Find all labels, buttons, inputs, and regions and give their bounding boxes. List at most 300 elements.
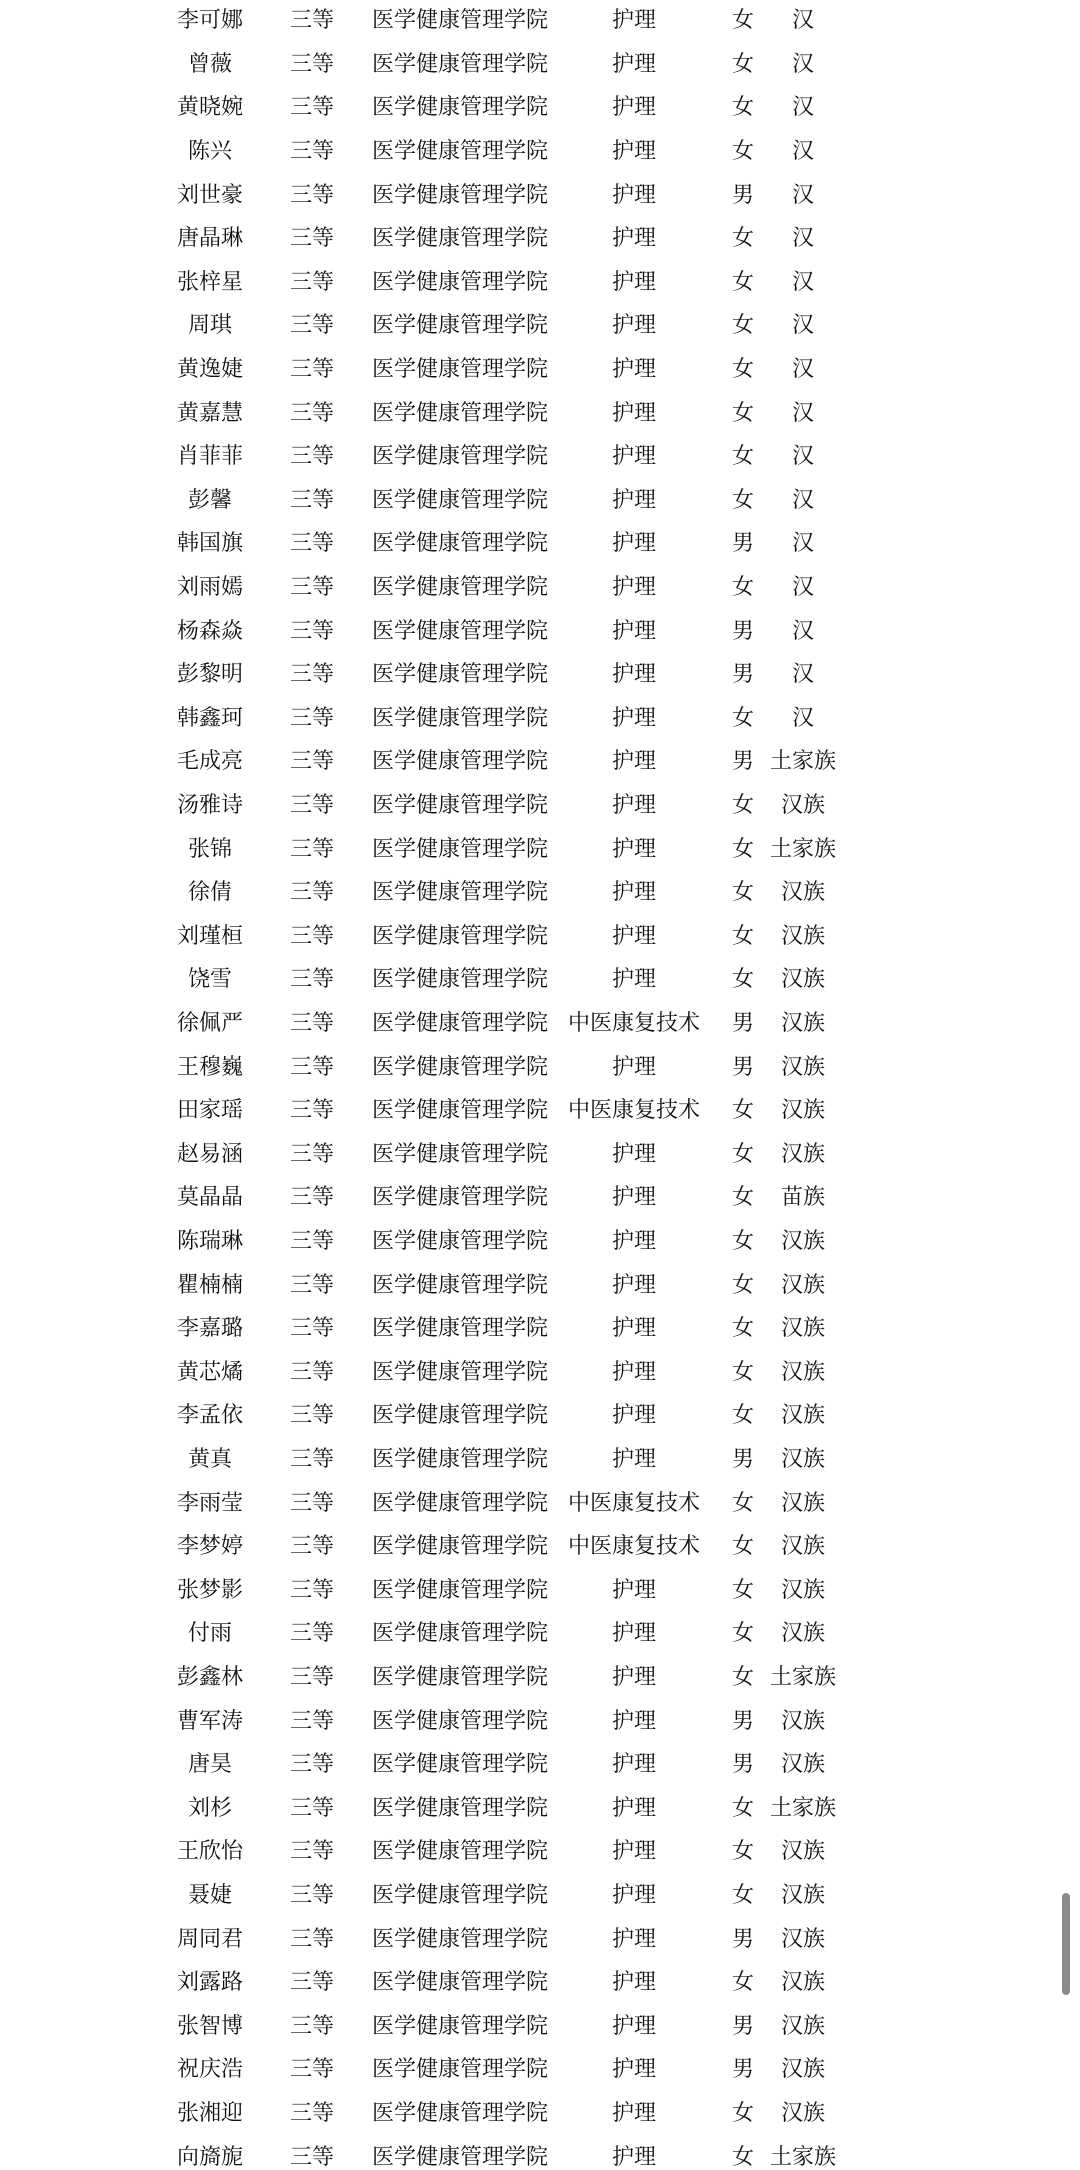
cell-college: 医学健康管理学院 — [371, 269, 549, 295]
cell-ethnicity: 汉族 — [780, 2101, 826, 2126]
table-row — [0, 261, 1080, 305]
cell-gender: 男 — [731, 1011, 755, 1036]
table-row — [0, 1743, 1080, 1787]
cell-name: 徐佩严 — [176, 1011, 244, 1036]
cell-college: 医学健康管理学院 — [371, 182, 549, 208]
cell-college: 医学健康管理学院 — [371, 662, 549, 688]
cell-major: 护理 — [611, 1316, 657, 1342]
cell-college: 医学健康管理学院 — [371, 1534, 549, 1560]
cell-ethnicity: 汉族 — [780, 923, 826, 949]
cell-gender: 女 — [731, 923, 755, 949]
table-row — [0, 1874, 1080, 1918]
cell-ethnicity: 土家族 — [769, 1795, 837, 1821]
cell-name: 赵易涵 — [176, 1141, 244, 1167]
cell-college: 医学健康管理学院 — [371, 880, 549, 906]
cell-major: 护理 — [611, 1403, 657, 1429]
table-row — [0, 958, 1080, 1002]
cell-major: 护理 — [611, 531, 657, 557]
cell-ethnicity: 汉族 — [780, 1359, 826, 1385]
cell-name: 张梓星 — [176, 269, 244, 295]
cell-college: 医学健康管理学院 — [371, 1272, 549, 1298]
cell-award-level: 三等 — [289, 967, 335, 993]
cell-ethnicity: 汉 — [791, 269, 815, 295]
cell-gender: 女 — [731, 51, 755, 77]
cell-college: 医学健康管理学院 — [371, 1665, 549, 1690]
table-row — [0, 740, 1080, 784]
cell-major: 中医康复技术 — [567, 1534, 701, 1560]
table-row — [0, 1438, 1080, 1482]
cell-ethnicity: 汉 — [791, 487, 815, 513]
cell-award-level: 三等 — [289, 269, 335, 295]
cell-name: 张湘迎 — [176, 2101, 244, 2126]
cell-award-level: 三等 — [289, 1098, 335, 1124]
cell-name: 彭馨 — [187, 487, 233, 513]
table-row — [0, 435, 1080, 479]
cell-gender: 女 — [731, 705, 755, 731]
table-row — [0, 2136, 1080, 2170]
cell-name: 周琪 — [187, 313, 233, 339]
cell-major: 中医康复技术 — [567, 1098, 701, 1124]
cell-award-level: 三等 — [289, 1141, 335, 1167]
cell-award-level: 三等 — [289, 2101, 335, 2126]
cell-name: 唐晶琳 — [176, 226, 244, 252]
cell-gender: 女 — [731, 8, 755, 34]
cell-name: 张锦 — [187, 836, 233, 862]
cell-name: 韩国旗 — [176, 531, 244, 557]
cell-name: 黄晓婉 — [176, 95, 244, 121]
cell-gender: 女 — [731, 269, 755, 295]
cell-name: 曾薇 — [187, 51, 233, 77]
cell-major: 护理 — [611, 618, 657, 644]
cell-gender: 男 — [731, 2057, 755, 2083]
cell-award-level: 三等 — [289, 1272, 335, 1298]
table-row — [0, 1525, 1080, 1569]
cell-name: 徐倩 — [187, 880, 233, 906]
cell-award-level: 三等 — [289, 1054, 335, 1080]
cell-gender: 男 — [731, 662, 755, 688]
cell-ethnicity: 土家族 — [769, 836, 837, 862]
cell-award-level: 三等 — [289, 313, 335, 339]
cell-gender: 女 — [731, 139, 755, 164]
cell-gender: 女 — [731, 1185, 755, 1211]
cell-college: 医学健康管理学院 — [371, 1185, 549, 1211]
cell-college: 医学健康管理学院 — [371, 1883, 549, 1908]
cell-award-level: 三等 — [289, 1185, 335, 1211]
cell-ethnicity: 汉 — [791, 51, 815, 77]
cell-ethnicity: 汉 — [791, 226, 815, 252]
cell-major: 护理 — [611, 51, 657, 77]
cell-award-level: 三等 — [289, 1403, 335, 1429]
cell-award-level: 三等 — [289, 1577, 335, 1603]
cell-name: 刘瑾桓 — [176, 923, 244, 949]
cell-name: 曹军涛 — [176, 1708, 244, 1734]
table-row — [0, 2048, 1080, 2092]
cell-gender: 女 — [731, 357, 755, 382]
table-row — [0, 1307, 1080, 1351]
cell-award-level: 三等 — [289, 1316, 335, 1342]
cell-college: 医学健康管理学院 — [371, 575, 549, 600]
cell-name: 唐昊 — [187, 1752, 233, 1778]
cell-major: 护理 — [611, 1708, 657, 1734]
cell-name: 饶雪 — [187, 967, 233, 993]
cell-award-level: 三等 — [289, 1883, 335, 1908]
cell-college: 医学健康管理学院 — [371, 1708, 549, 1734]
cell-major: 护理 — [611, 1359, 657, 1385]
cell-ethnicity: 汉 — [791, 182, 815, 208]
cell-gender: 女 — [731, 575, 755, 600]
cell-award-level: 三等 — [289, 1229, 335, 1254]
cell-gender: 男 — [731, 1447, 755, 1472]
cell-gender: 男 — [731, 531, 755, 557]
cell-gender: 女 — [731, 967, 755, 993]
table-row — [0, 43, 1080, 87]
table-row — [0, 0, 1080, 43]
cell-major: 护理 — [611, 1054, 657, 1080]
cell-major: 护理 — [611, 269, 657, 295]
cell-ethnicity: 汉 — [791, 400, 815, 426]
cell-name: 杨森焱 — [176, 618, 244, 644]
cell-ethnicity: 汉族 — [780, 1011, 826, 1036]
cell-college: 医学健康管理学院 — [371, 51, 549, 77]
cell-gender: 女 — [731, 1621, 755, 1647]
cell-name: 刘世豪 — [176, 182, 244, 208]
table-row — [0, 217, 1080, 261]
cell-name: 毛成亮 — [176, 749, 244, 775]
cell-major: 护理 — [611, 967, 657, 993]
cell-award-level: 三等 — [289, 1970, 335, 1996]
table-row — [0, 1176, 1080, 1220]
cell-ethnicity: 汉 — [791, 313, 815, 339]
cell-name: 瞿楠楠 — [176, 1272, 244, 1298]
cell-major: 护理 — [611, 705, 657, 731]
table-row — [0, 1220, 1080, 1264]
cell-award-level: 三等 — [289, 1839, 335, 1865]
cell-major: 护理 — [611, 1229, 657, 1254]
cell-ethnicity: 汉 — [791, 444, 815, 470]
cell-major: 护理 — [611, 923, 657, 949]
cell-name: 陈兴 — [187, 139, 233, 164]
cell-gender: 女 — [731, 1883, 755, 1908]
cell-award-level: 三等 — [289, 226, 335, 252]
cell-college: 医学健康管理学院 — [371, 836, 549, 862]
cell-major: 护理 — [611, 662, 657, 688]
cell-gender: 女 — [731, 1795, 755, 1821]
cell-name: 黄芯燏 — [176, 1359, 244, 1385]
cell-major: 护理 — [611, 749, 657, 775]
cell-major: 护理 — [611, 400, 657, 426]
cell-ethnicity: 汉 — [791, 531, 815, 557]
cell-college: 医学健康管理学院 — [371, 1490, 549, 1516]
table-row — [0, 828, 1080, 872]
cell-major: 护理 — [611, 139, 657, 164]
cell-ethnicity: 汉 — [791, 662, 815, 688]
cell-college: 医学健康管理学院 — [371, 2013, 549, 2039]
cell-name: 肖菲菲 — [176, 444, 244, 470]
cell-college: 医学健康管理学院 — [371, 1316, 549, 1342]
table-row — [0, 2092, 1080, 2136]
table-row — [0, 1046, 1080, 1090]
cell-college: 医学健康管理学院 — [371, 1839, 549, 1865]
cell-award-level: 三等 — [289, 923, 335, 949]
cell-gender: 男 — [731, 1708, 755, 1734]
cell-gender: 女 — [731, 400, 755, 426]
cell-gender: 女 — [731, 95, 755, 121]
cell-gender: 女 — [731, 1141, 755, 1167]
cell-award-level: 三等 — [289, 1011, 335, 1036]
cell-college: 医学健康管理学院 — [371, 923, 549, 949]
cell-college: 医学健康管理学院 — [371, 1098, 549, 1124]
table-row — [0, 1612, 1080, 1656]
cell-major: 护理 — [611, 1883, 657, 1908]
table-row — [0, 610, 1080, 654]
cell-major: 护理 — [611, 1577, 657, 1603]
cell-award-level: 三等 — [289, 1926, 335, 1952]
cell-award-level: 三等 — [289, 357, 335, 382]
cell-gender: 女 — [731, 836, 755, 862]
cell-college: 医学健康管理学院 — [371, 749, 549, 775]
table-row — [0, 130, 1080, 174]
cell-award-level: 三等 — [289, 2013, 335, 2039]
cell-ethnicity: 汉 — [791, 95, 815, 121]
cell-award-level: 三等 — [289, 836, 335, 862]
cell-major: 护理 — [611, 1752, 657, 1778]
cell-award-level: 三等 — [289, 139, 335, 164]
cell-college: 医学健康管理学院 — [371, 705, 549, 731]
cell-award-level: 三等 — [289, 1490, 335, 1516]
table-row — [0, 1133, 1080, 1177]
cell-gender: 男 — [731, 618, 755, 644]
cell-gender: 女 — [731, 1229, 755, 1254]
cell-award-level: 三等 — [289, 1534, 335, 1560]
cell-college: 医学健康管理学院 — [371, 1970, 549, 1996]
cell-name: 向旖旎 — [176, 2144, 244, 2170]
cell-name: 李嘉璐 — [176, 1316, 244, 1342]
cell-award-level: 三等 — [289, 575, 335, 600]
cell-gender: 男 — [731, 1054, 755, 1080]
cell-award-level: 三等 — [289, 444, 335, 470]
cell-major: 护理 — [611, 2057, 657, 2083]
cell-name: 祝庆浩 — [176, 2057, 244, 2083]
cell-gender: 男 — [731, 749, 755, 775]
cell-major: 护理 — [611, 1970, 657, 1996]
cell-college: 医学健康管理学院 — [371, 2144, 549, 2170]
cell-gender: 女 — [731, 793, 755, 818]
cell-gender: 女 — [731, 1970, 755, 1996]
cell-award-level: 三等 — [289, 1795, 335, 1821]
table-row — [0, 1656, 1080, 1700]
cell-award-level: 三等 — [289, 1359, 335, 1385]
cell-ethnicity: 汉族 — [780, 1926, 826, 1952]
table-row — [0, 1961, 1080, 2005]
cell-name: 彭鑫林 — [176, 1665, 244, 1690]
cell-award-level: 三等 — [289, 400, 335, 426]
cell-major: 护理 — [611, 1272, 657, 1298]
cell-ethnicity: 汉族 — [780, 1621, 826, 1647]
cell-name: 黄逸婕 — [176, 357, 244, 382]
cell-gender: 男 — [731, 1752, 755, 1778]
table-row — [0, 1787, 1080, 1831]
table-row — [0, 871, 1080, 915]
table-row — [0, 1264, 1080, 1308]
cell-gender: 女 — [731, 1403, 755, 1429]
cell-major: 护理 — [611, 182, 657, 208]
table-row — [0, 86, 1080, 130]
cell-name: 陈瑞琳 — [176, 1229, 244, 1254]
cell-gender: 男 — [731, 182, 755, 208]
cell-college: 医学健康管理学院 — [371, 618, 549, 644]
cell-college: 医学健康管理学院 — [371, 1577, 549, 1603]
cell-major: 护理 — [611, 793, 657, 818]
cell-ethnicity: 汉族 — [780, 1839, 826, 1865]
cell-college: 医学健康管理学院 — [371, 1621, 549, 1647]
cell-college: 医学健康管理学院 — [371, 8, 549, 34]
cell-college: 医学健康管理学院 — [371, 313, 549, 339]
cell-award-level: 三等 — [289, 1621, 335, 1647]
cell-ethnicity: 汉族 — [780, 1054, 826, 1080]
cell-name: 彭黎明 — [176, 662, 244, 688]
cell-ethnicity: 汉族 — [780, 1272, 826, 1298]
cell-name: 刘杉 — [187, 1795, 233, 1821]
cell-ethnicity: 汉族 — [780, 1970, 826, 1996]
cell-gender: 女 — [731, 1534, 755, 1560]
table-row — [0, 304, 1080, 348]
table-row — [0, 1569, 1080, 1613]
cell-major: 护理 — [611, 1185, 657, 1211]
cell-gender: 女 — [731, 226, 755, 252]
cell-gender: 女 — [731, 487, 755, 513]
table-row — [0, 2005, 1080, 2049]
cell-major: 护理 — [611, 1621, 657, 1647]
cell-ethnicity: 苗族 — [780, 1185, 826, 1211]
cell-gender: 女 — [731, 1665, 755, 1690]
cell-award-level: 三等 — [289, 95, 335, 121]
cell-major: 护理 — [611, 1795, 657, 1821]
cell-gender: 女 — [731, 313, 755, 339]
cell-name: 李孟依 — [176, 1403, 244, 1429]
cell-award-level: 三等 — [289, 487, 335, 513]
cell-college: 医学健康管理学院 — [371, 139, 549, 164]
table-row — [0, 1700, 1080, 1744]
cell-major: 护理 — [611, 8, 657, 34]
cell-name: 汤雅诗 — [176, 793, 244, 818]
cell-ethnicity: 汉族 — [780, 1490, 826, 1516]
cell-college: 医学健康管理学院 — [371, 487, 549, 513]
table-row — [0, 1394, 1080, 1438]
cell-name: 田家瑶 — [176, 1098, 244, 1124]
cell-ethnicity: 土家族 — [769, 749, 837, 775]
cell-award-level: 三等 — [289, 749, 335, 775]
cell-college: 医学健康管理学院 — [371, 793, 549, 818]
cell-ethnicity: 土家族 — [769, 1665, 837, 1690]
table-row — [0, 1482, 1080, 1526]
cell-major: 护理 — [611, 1839, 657, 1865]
scrollbar-thumb[interactable] — [1062, 1893, 1070, 1995]
cell-award-level: 三等 — [289, 1665, 335, 1690]
cell-name: 李可娜 — [176, 8, 244, 34]
cell-name: 周同君 — [176, 1926, 244, 1952]
table-row — [0, 522, 1080, 566]
cell-college: 医学健康管理学院 — [371, 967, 549, 993]
cell-gender: 女 — [731, 444, 755, 470]
cell-ethnicity: 汉族 — [780, 2057, 826, 2083]
cell-name: 莫晶晶 — [176, 1185, 244, 1211]
cell-college: 医学健康管理学院 — [371, 1403, 549, 1429]
table-row — [0, 174, 1080, 218]
cell-college: 医学健康管理学院 — [371, 1752, 549, 1778]
cell-college: 医学健康管理学院 — [371, 1054, 549, 1080]
cell-ethnicity: 汉族 — [780, 1883, 826, 1908]
cell-ethnicity: 汉族 — [780, 1534, 826, 1560]
table-row — [0, 915, 1080, 959]
cell-gender: 女 — [731, 2144, 755, 2170]
cell-award-level: 三等 — [289, 618, 335, 644]
cell-ethnicity: 汉 — [791, 8, 815, 34]
cell-ethnicity: 汉族 — [780, 1447, 826, 1472]
cell-gender: 女 — [731, 1316, 755, 1342]
cell-award-level: 三等 — [289, 182, 335, 208]
cell-college: 医学健康管理学院 — [371, 95, 549, 121]
cell-major: 护理 — [611, 1665, 657, 1690]
cell-major: 护理 — [611, 357, 657, 382]
cell-gender: 女 — [731, 880, 755, 906]
cell-major: 护理 — [611, 1141, 657, 1167]
cell-ethnicity: 土家族 — [769, 2144, 837, 2170]
cell-award-level: 三等 — [289, 2057, 335, 2083]
cell-award-level: 三等 — [289, 1447, 335, 1472]
cell-ethnicity: 汉族 — [780, 880, 826, 906]
cell-college: 医学健康管理学院 — [371, 1141, 549, 1167]
cell-ethnicity: 汉族 — [780, 2013, 826, 2039]
cell-name: 王欣怡 — [176, 1839, 244, 1865]
table-row — [0, 479, 1080, 523]
cell-award-level: 三等 — [289, 705, 335, 731]
cell-ethnicity: 汉族 — [780, 1098, 826, 1124]
cell-ethnicity: 汉 — [791, 705, 815, 731]
cell-college: 医学健康管理学院 — [371, 2057, 549, 2083]
cell-name: 张梦影 — [176, 1577, 244, 1603]
table-row — [0, 697, 1080, 741]
cell-name: 刘雨嫣 — [176, 575, 244, 600]
cell-name: 黄真 — [187, 1447, 233, 1472]
cell-college: 医学健康管理学院 — [371, 1359, 549, 1385]
table-row — [0, 348, 1080, 392]
table-row — [0, 784, 1080, 828]
cell-gender: 男 — [731, 1926, 755, 1952]
cell-ethnicity: 汉 — [791, 139, 815, 164]
cell-college: 医学健康管理学院 — [371, 400, 549, 426]
cell-major: 护理 — [611, 2144, 657, 2170]
cell-college: 医学健康管理学院 — [371, 226, 549, 252]
cell-award-level: 三等 — [289, 1708, 335, 1734]
cell-college: 医学健康管理学院 — [371, 444, 549, 470]
cell-award-level: 三等 — [289, 880, 335, 906]
cell-gender: 女 — [731, 2101, 755, 2126]
table-row — [0, 566, 1080, 610]
cell-ethnicity: 汉族 — [780, 1708, 826, 1734]
cell-ethnicity: 汉族 — [780, 1229, 826, 1254]
cell-major: 护理 — [611, 226, 657, 252]
cell-college: 医学健康管理学院 — [371, 2101, 549, 2126]
cell-ethnicity: 汉族 — [780, 1577, 826, 1603]
cell-major: 护理 — [611, 836, 657, 862]
cell-gender: 女 — [731, 1272, 755, 1298]
cell-major: 护理 — [611, 2013, 657, 2039]
cell-name: 刘露路 — [176, 1970, 244, 1996]
cell-ethnicity: 汉族 — [780, 1316, 826, 1342]
cell-ethnicity: 汉 — [791, 575, 815, 600]
cell-gender: 女 — [731, 1577, 755, 1603]
cell-college: 医学健康管理学院 — [371, 1229, 549, 1254]
